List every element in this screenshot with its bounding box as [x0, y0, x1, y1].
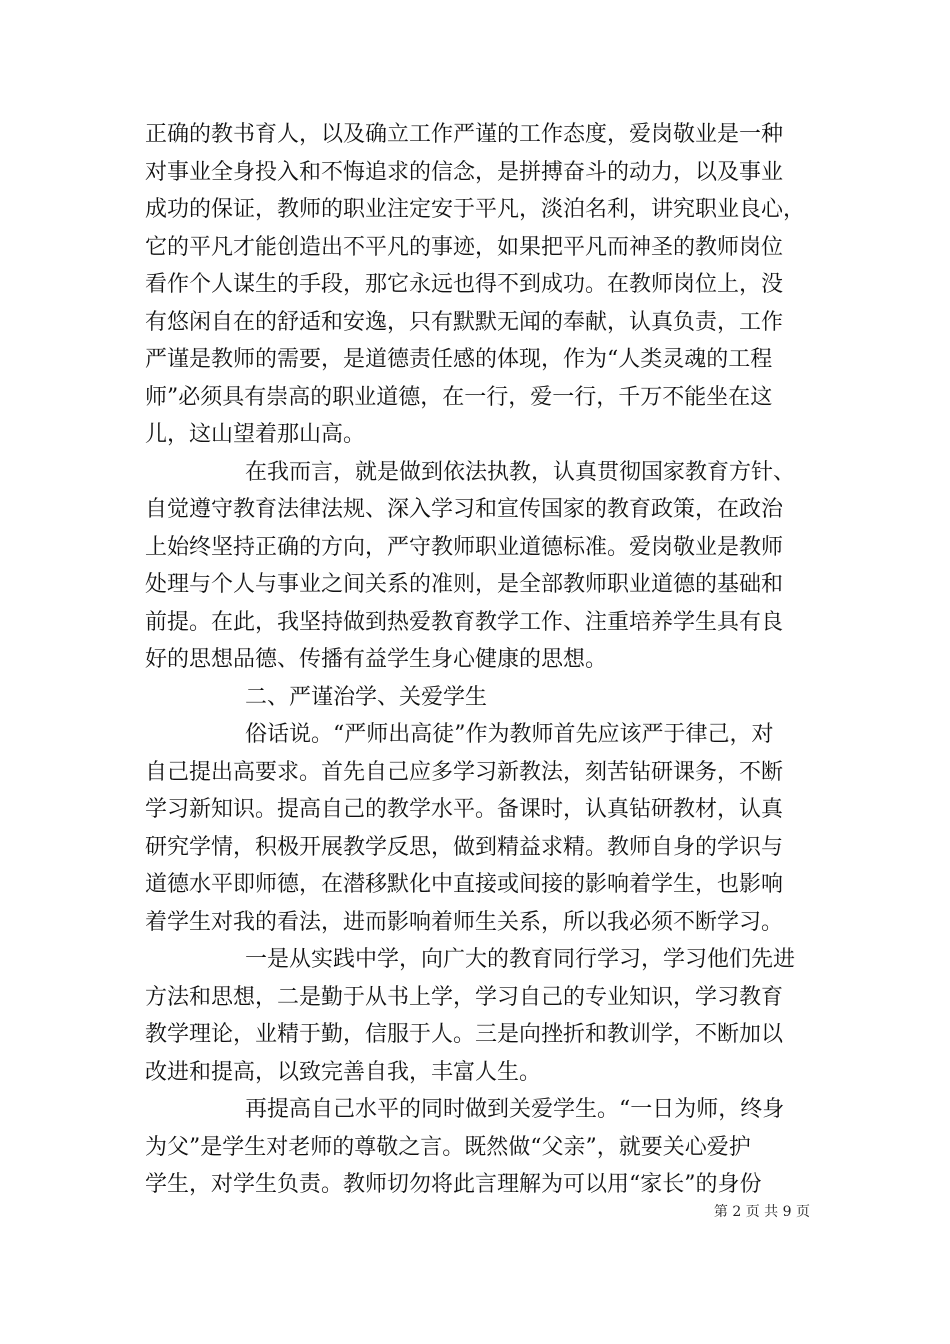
text-line: 有悠闲自在的舒适和安逸，只有默默无闻的奉献，认真负责，工作 — [145, 309, 784, 335]
text-line: 上始终坚持正确的方向，严守教师职业道德标准。爱岗敬业是教师 — [145, 534, 784, 560]
page-number: 第 2 页 共 9 页 — [713, 1204, 810, 1220]
text-line: 研究学情，积极开展教学反思，做到精益求精。教师自身的学识与 — [145, 834, 784, 860]
paragraph-start-line: 一是从实践中学，向广大的教育同行学习，学习他们先进 — [245, 947, 796, 972]
text-line: 方法和思想，二是勤于从书上学，学习自己的专业知识，学习教育 — [145, 984, 784, 1010]
paragraph-start-line: 在我而言，就是做到依法执教，认真贯彻国家教育方针、 — [245, 459, 796, 485]
section-heading: 二、严谨治学、关爱学生 — [245, 684, 488, 710]
text-line: 好的思想品德、传播有益学生身心健康的思想。 — [145, 647, 608, 672]
text-line: 教学理论，业精于勤，信服于人。三是向挫折和教训学，不断加以 — [145, 1022, 784, 1047]
text-line: 学生，对学生负责。教师切勿将此言理解为可以用“家长”的身份 — [145, 1172, 762, 1197]
document-body — [145, 116, 810, 1204]
paragraph-start-line: 再提高自己水平的同时做到关爱学生。“一日为师，终身 — [245, 1097, 785, 1122]
text-line: 处理与个人与事业之间关系的准则，是全部教师职业道德的基础和 — [145, 572, 784, 597]
text-line: 看作个人谋生的手段，那它永远也得不到成功。在教师岗位上，没 — [145, 272, 784, 297]
text-line: 对事业全身投入和不悔追求的信念，是拼搏奋斗的动力，以及事业 — [145, 159, 784, 185]
text-line: 前提。在此，我坚持做到热爱教育教学工作、注重培养学生具有良 — [145, 609, 784, 635]
paragraph-start-line: 俗话说。“严师出高徒”作为教师首先应该严于律己，对 — [245, 722, 774, 747]
text-line: 正确的教书育人，以及确立工作严谨的工作态度，爱岗敬业是一种 — [145, 122, 784, 147]
text-line: 学习新知识。提高自己的教学水平。备课时，认真钻研教材，认真 — [145, 797, 784, 822]
text-line: 儿，这山望着那山高。 — [145, 422, 366, 447]
text-line: 严谨是教师的需要，是道德责任感的体现，作为“人类灵魂的工程 — [145, 347, 773, 372]
text-line: 道德水平即师德，在潜移默化中直接或间接的影响着学生，也影响 — [145, 872, 784, 897]
text-line: 改进和提高，以致完善自我，丰富人生。 — [145, 1059, 542, 1085]
text-line: 它的平凡才能创造出不平凡的事迹，如果把平凡而神圣的教师岗位 — [145, 234, 784, 260]
text-line: 着学生对我的看法，进而影响着师生关系，所以我必须不断学习。 — [145, 909, 784, 935]
text-line: 自己提出高要求。首先自己应多学习新教法，刻苦钻研课务，不断 — [145, 759, 784, 785]
text-line: 师”必须具有崇高的职业道德，在一行，爱一行，千万不能坐在这 — [145, 384, 773, 410]
text-line: 为父”是学生对老师的尊敬之言。既然做“父亲”，就要关心爱护 — [145, 1134, 751, 1160]
text-line: 自觉遵守教育法律法规、深入学习和宣传国家的教育政策，在政治 — [145, 497, 784, 522]
text-line: 成功的保证，教师的职业注定安于平凡，淡泊名利，讲究职业良心， — [145, 197, 806, 222]
